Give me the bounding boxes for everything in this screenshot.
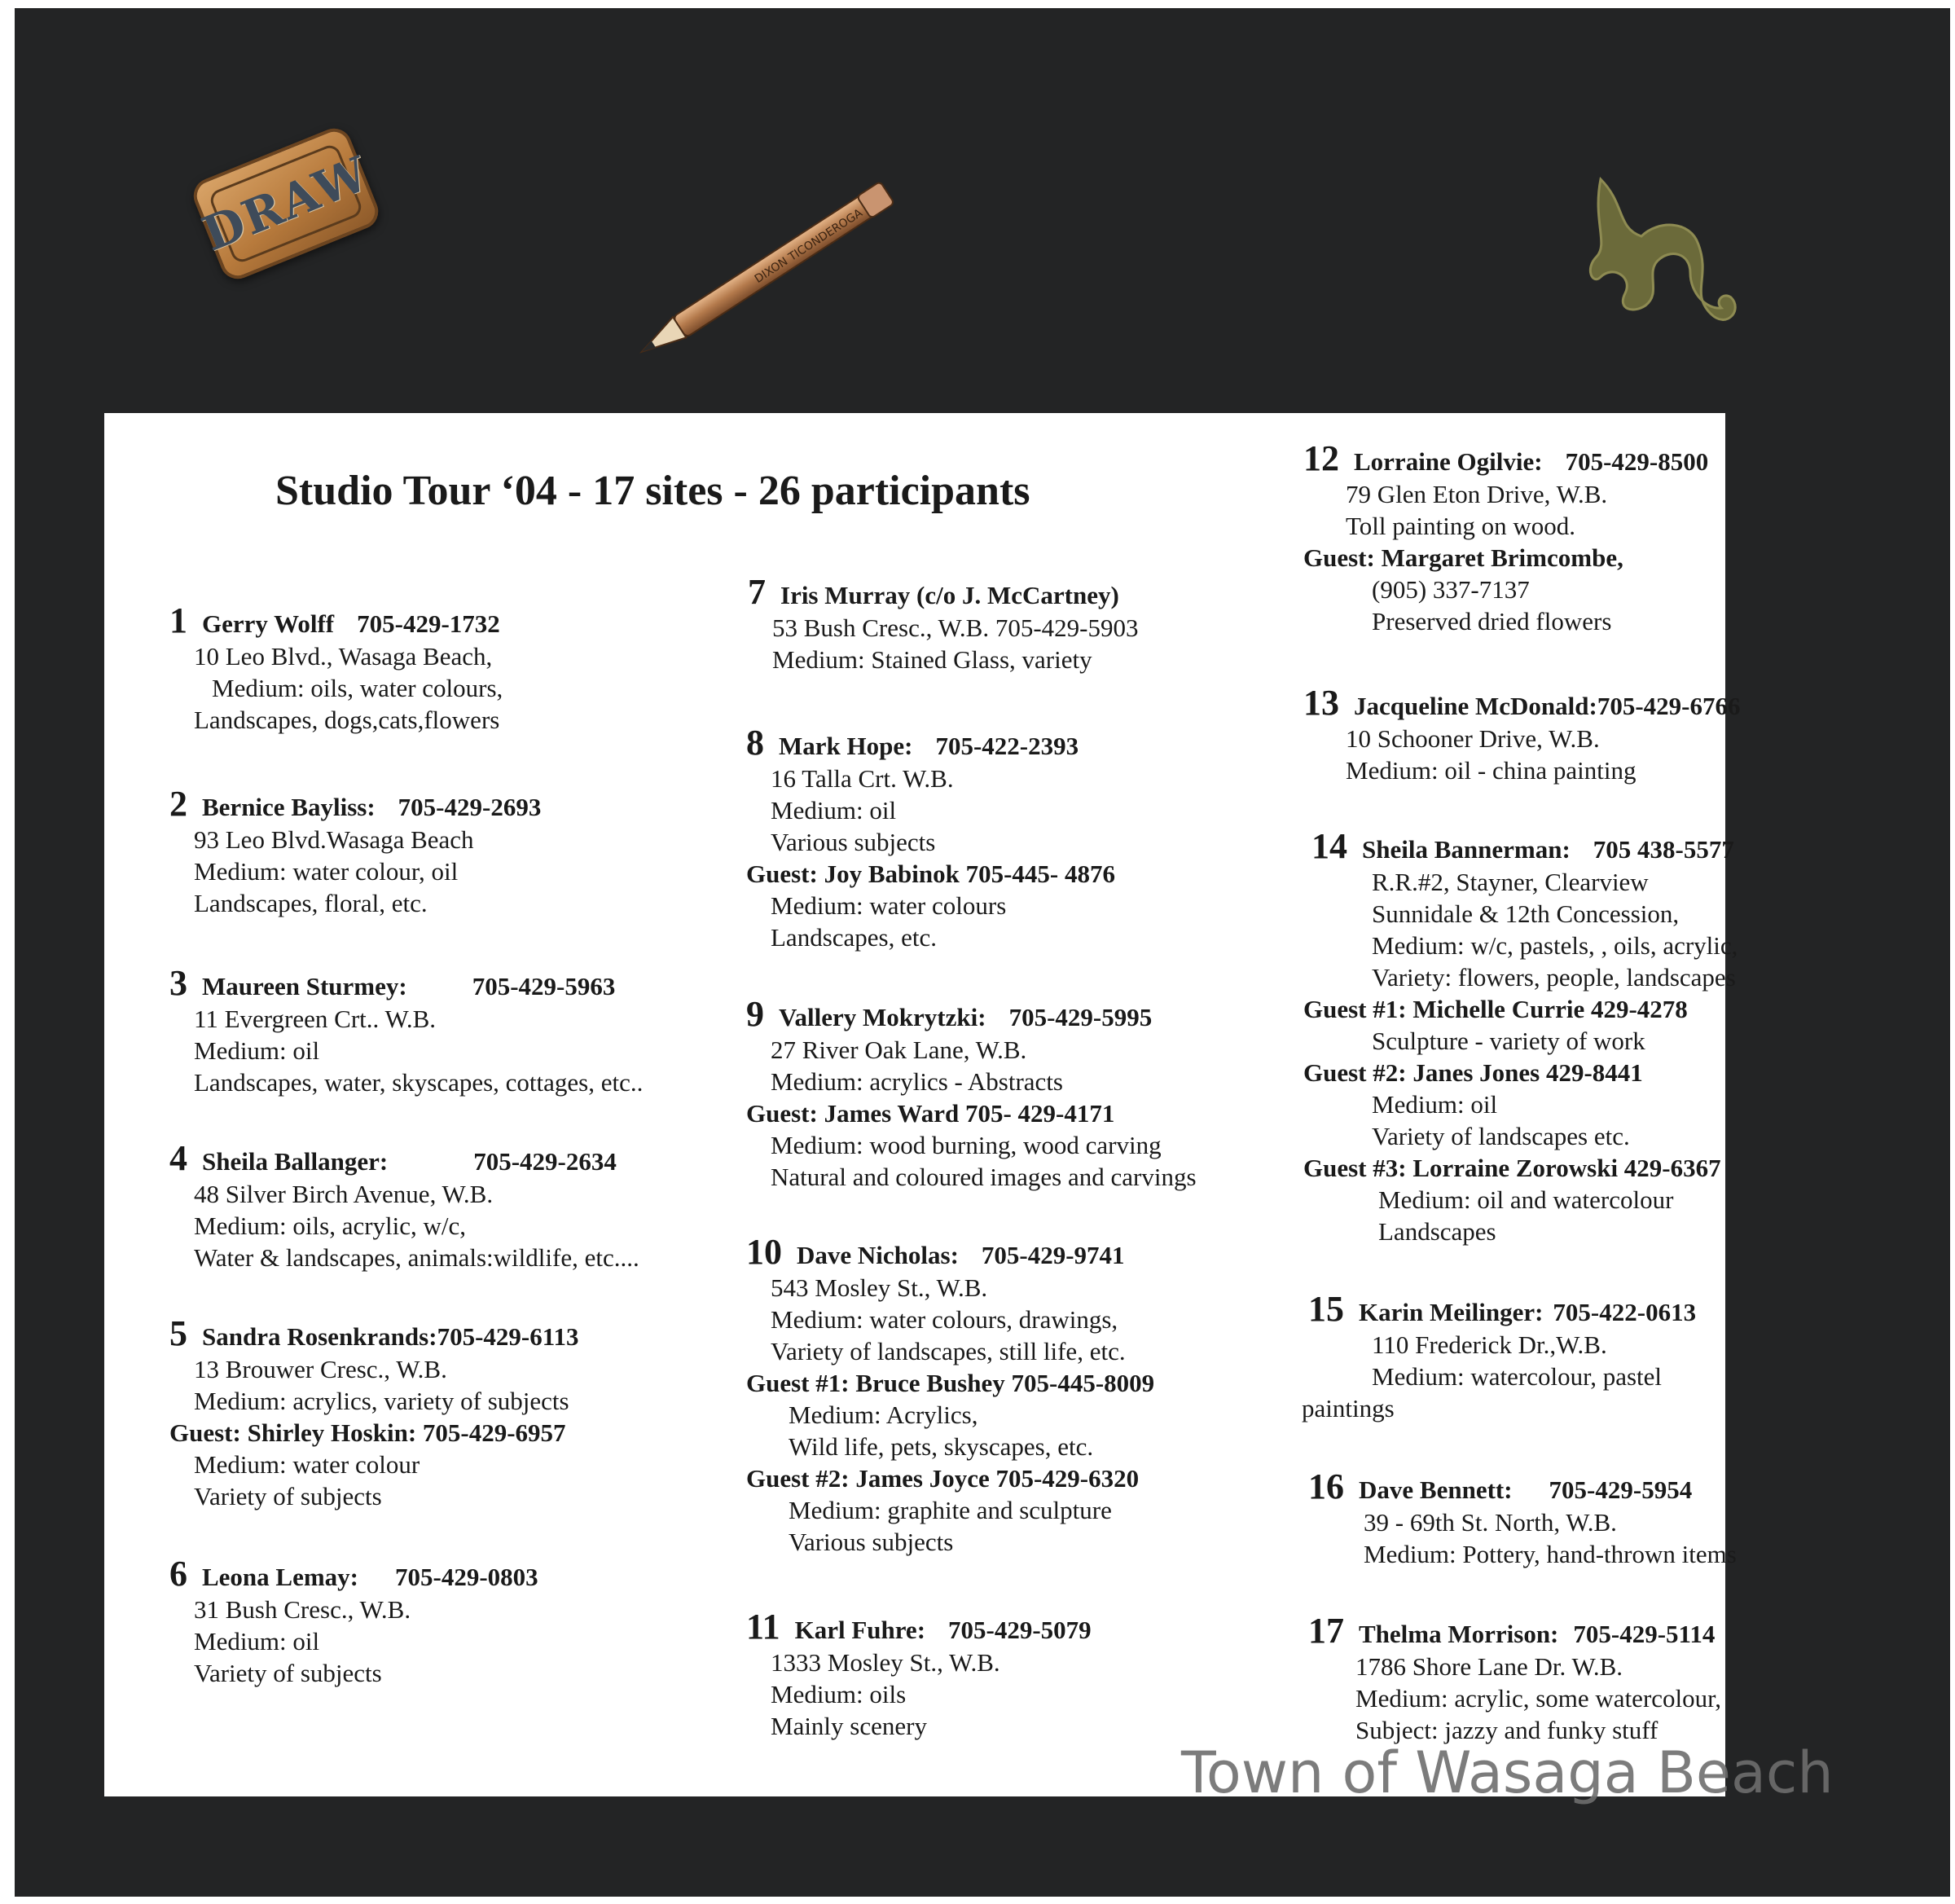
site-entry-11 [746,1607,1092,1742]
entry-line: Landscapes, floral, etc. [194,889,428,917]
site-entry-14 [1303,826,1738,1247]
entry-line: 543 Mosley St., W.B. [771,1273,988,1302]
artist-phone: 705-422-0613 [1553,1298,1697,1326]
entry-line: Landscapes [1378,1217,1496,1246]
entry-line: Variety of landscapes etc. [1372,1122,1630,1150]
site-number: 8 [746,723,764,763]
entry-line: 1333 Mosley St., W.B. [771,1648,1000,1677]
artist-name: Sandra Rosenkrands: [202,1322,437,1351]
entry-line: 110 Frederick Dr.,W.B. [1372,1330,1607,1359]
artist-phone: 705-429-5963 [472,972,616,1000]
pencil-icon [635,159,929,363]
entry-line: R.R.#2, Stayner, Clearview [1372,868,1649,896]
site-number: 15 [1308,1289,1344,1329]
artist-name: Leona Lemay: [202,1563,359,1591]
artist-phone: 705-429-2634 [473,1147,617,1176]
entry-line: 13 Brouwer Cresc., W.B. [194,1355,447,1383]
site-number: 2 [169,784,187,824]
entry-line: Medium: wood burning, wood carving [771,1131,1162,1159]
entry-line: Medium: oil [1372,1090,1498,1119]
entry-line: Preserved dried flowers [1372,607,1612,635]
entry-line: Medium: oils, water colours, [212,674,503,702]
entry-line: Wild life, pets, skyscapes, etc. [789,1432,1094,1461]
artist-name: Maureen Sturmey: [202,972,407,1000]
artist-phone: 705-429-1732 [357,609,500,638]
guest-line: Guest: James Ward 705- 429-4171 [746,1099,1115,1128]
entry-line: Subject: jazzy and funky stuff [1355,1716,1658,1744]
artist-phone: 705-429-5079 [948,1616,1092,1644]
guest-line: Guest #2: Janes Jones 429-8441 [1303,1058,1643,1087]
entry-line: 93 Leo Blvd.Wasaga Beach [194,825,474,854]
entry-line: Toll painting on wood. [1346,512,1575,540]
artist-phone: 705-429-5954 [1549,1475,1693,1504]
entry-line: 48 Silver Birch Avenue, W.B. [194,1180,494,1208]
artist-name: Jacqueline McDonald: [1354,692,1597,720]
guest-line: Guest #1: Bruce Bushey 705-445-8009 [746,1369,1155,1397]
entry-line: 31 Bush Cresc., W.B. [194,1595,411,1624]
entry-line: Various subjects [771,828,936,856]
artist-phone: 705-429-6113 [437,1322,579,1351]
artist-name: Karl Fuhre: [794,1616,926,1644]
site-entry-16 [1302,1466,1737,1570]
artist-name: Mark Hope: [779,732,913,760]
entry-line: 10 Schooner Drive, W.B. [1346,724,1600,753]
entry-line: Medium: oil [194,1627,320,1656]
artist-phone: 705-429-8500 [1565,447,1709,476]
artist-name: Gerry Wolff [202,609,335,638]
site-number: 17 [1308,1611,1344,1651]
entry-line: 79 Glen Eton Drive, W.B. [1346,480,1608,508]
studio-tour-flyer [104,413,1741,1796]
entry-line: Variety: flowers, people, landscapes [1372,963,1736,992]
site-number: 4 [169,1138,187,1178]
site-number: 5 [169,1313,187,1353]
site-number: 7 [748,572,766,612]
pencil-brand-text: DIXON TICONDEROGA [752,206,865,287]
entry-line: Medium: water colours [771,891,1007,920]
site-entry-15 [1302,1289,1697,1424]
entry-line: 16 Talla Crt. W.B. [771,764,954,793]
site-entry-9 [746,994,1197,1193]
entry-line: Medium: Pottery, hand-thrown items [1364,1540,1737,1568]
artist-phone: 705-429-6766 [1597,692,1741,720]
entry-line: Various subjects [789,1528,954,1556]
artist-name: Sheila Bannerman: [1362,835,1571,864]
site-number: 9 [746,994,764,1034]
artist-name: Bernice Bayliss: [202,793,376,821]
entry-line: Medium: watercolour, pastel [1372,1362,1663,1391]
entry-line: Medium: graphite and sculpture [789,1496,1112,1524]
artist-phone: 705-429-5995 [1008,1003,1153,1031]
entry-line: 1786 Shore Lane Dr. W.B. [1355,1652,1623,1681]
site-number: 10 [746,1232,782,1272]
entry-line: 39 - 69th St. North, W.B. [1364,1508,1617,1537]
artist-name: Dave Nicholas: [797,1241,959,1269]
entry-line: 10 Leo Blvd., Wasaga Beach, [194,642,493,671]
guest-line: Guest: Margaret Brimcombe, [1303,543,1623,572]
entry-line: paintings [1302,1394,1395,1423]
flyer-title: Studio Tour ‘04 - 17 sites - 26 participants [275,468,1030,514]
artist-name: Karin Meilinger: [1359,1298,1544,1326]
entry-line: Medium: water colour, oil [194,857,459,886]
entry-line: Water & landscapes, animals:wildlife, etc.... [194,1243,639,1272]
guest-line: Guest: Shirley Hoskin: 705-429-6957 [169,1418,566,1447]
site-number: 3 [169,963,187,1003]
entry-line: Mainly scenery [771,1712,927,1740]
site-number: 16 [1308,1466,1344,1506]
entry-line: Landscapes, dogs,cats,flowers [194,706,500,734]
entry-line: Medium: water colour [194,1450,420,1479]
entry-line: Natural and coloured images and carvings [771,1163,1197,1191]
entry-line: Medium: oils [771,1680,907,1708]
site-number: 6 [169,1554,187,1594]
entry-line: Variety of subjects [194,1482,382,1510]
entry-line: (905) 337-7137 [1372,575,1530,604]
entry-line: Medium: oil [771,796,897,824]
entry-line: Medium: Acrylics, [789,1401,978,1429]
entry-line: 27 River Oak Lane, W.B. [771,1036,1027,1064]
site-entry-4 [169,1138,639,1273]
artist-phone: 705-429-0803 [395,1563,538,1591]
entry-line: Sunnidale & 12th Concession, [1372,899,1680,928]
entry-line: Sculpture - variety of work [1372,1027,1645,1055]
artist-phone: 705-429-2693 [398,793,542,821]
guest-line: Guest #3: Lorraine Zorowski 429-6367 [1303,1154,1721,1182]
entry-line: Medium: Stained Glass, variety [772,645,1092,674]
entry-line: Medium: oil - china painting [1346,756,1636,785]
entry-line: Medium: oil and watercolour [1378,1185,1674,1214]
site-entry-13 [1303,683,1741,786]
entry-line: Medium: acrylics, variety of subjects [194,1387,569,1415]
guest-line: Guest #1: Michelle Currie 429-4278 [1303,995,1688,1023]
entry-line: 11 Evergreen Crt.. W.B. [194,1005,437,1033]
site-entry-6 [169,1554,538,1689]
artist-name: Dave Bennett: [1359,1475,1513,1504]
site-entry-2 [169,784,542,919]
site-entry-3 [169,963,644,1098]
artist-name: Thelma Morrison: [1359,1620,1559,1648]
site-entry-12 [1303,438,1709,637]
site-number: 11 [746,1607,780,1647]
artist-name: Sheila Ballanger: [202,1147,389,1176]
artist-name: Iris Murray (c/o J. McCartney) [780,581,1119,609]
entry-line: Landscapes, etc. [771,923,937,952]
site-number: 13 [1303,683,1339,723]
site-number: 14 [1311,826,1347,866]
entry-line: Landscapes, water, skyscapes, cottages, etc.. [194,1068,644,1097]
entry-line: Medium: w/c, pastels, , oils, acrylic, [1372,931,1738,960]
guest-line: Guest: Joy Babinok 705-445- 4876 [746,860,1115,888]
entry-line: Variety of landscapes, still life, etc. [771,1337,1126,1365]
entry-line: Medium: water colours, drawings, [771,1305,1118,1334]
draw-tag-label: DRAW [208,143,365,266]
entry-line: Medium: acrylic, some watercolour, [1355,1684,1721,1713]
site-entry-5 [169,1313,579,1512]
site-entry-8 [746,723,1115,953]
entry-line: Variety of subjects [194,1659,382,1687]
site-number: 1 [169,600,187,640]
town-watermark: Town of Wasaga Beach [1181,1739,1834,1806]
artist-phone: 705-429-9741 [981,1241,1125,1269]
site-entry-1 [169,600,503,736]
entry-line: Medium: acrylics - Abstracts [771,1067,1063,1096]
artist-phone: 705 438-5577 [1593,835,1734,864]
artist-name: Lorraine Ogilvie: [1354,447,1543,476]
guest-line: Guest #2: James Joyce 705-429-6320 [746,1464,1140,1493]
artist-phone: 705-422-2393 [935,732,1079,760]
fleur-ornament-icon [1568,171,1747,358]
artist-name: Vallery Mokrytzki: [779,1003,986,1031]
entry-line: Medium: oils, acrylic, w/c, [194,1211,467,1240]
site-entry-7 [748,572,1142,675]
site-entry-17 [1302,1611,1721,1746]
artist-phone: 705-429-5114 [1573,1620,1716,1648]
site-number: 12 [1303,438,1339,478]
site-entry-10 [746,1232,1155,1558]
entry-line: 53 Bush Cresc., W.B. 705-429-5903 [772,613,1139,642]
entry-line: Medium: oil [194,1036,320,1065]
